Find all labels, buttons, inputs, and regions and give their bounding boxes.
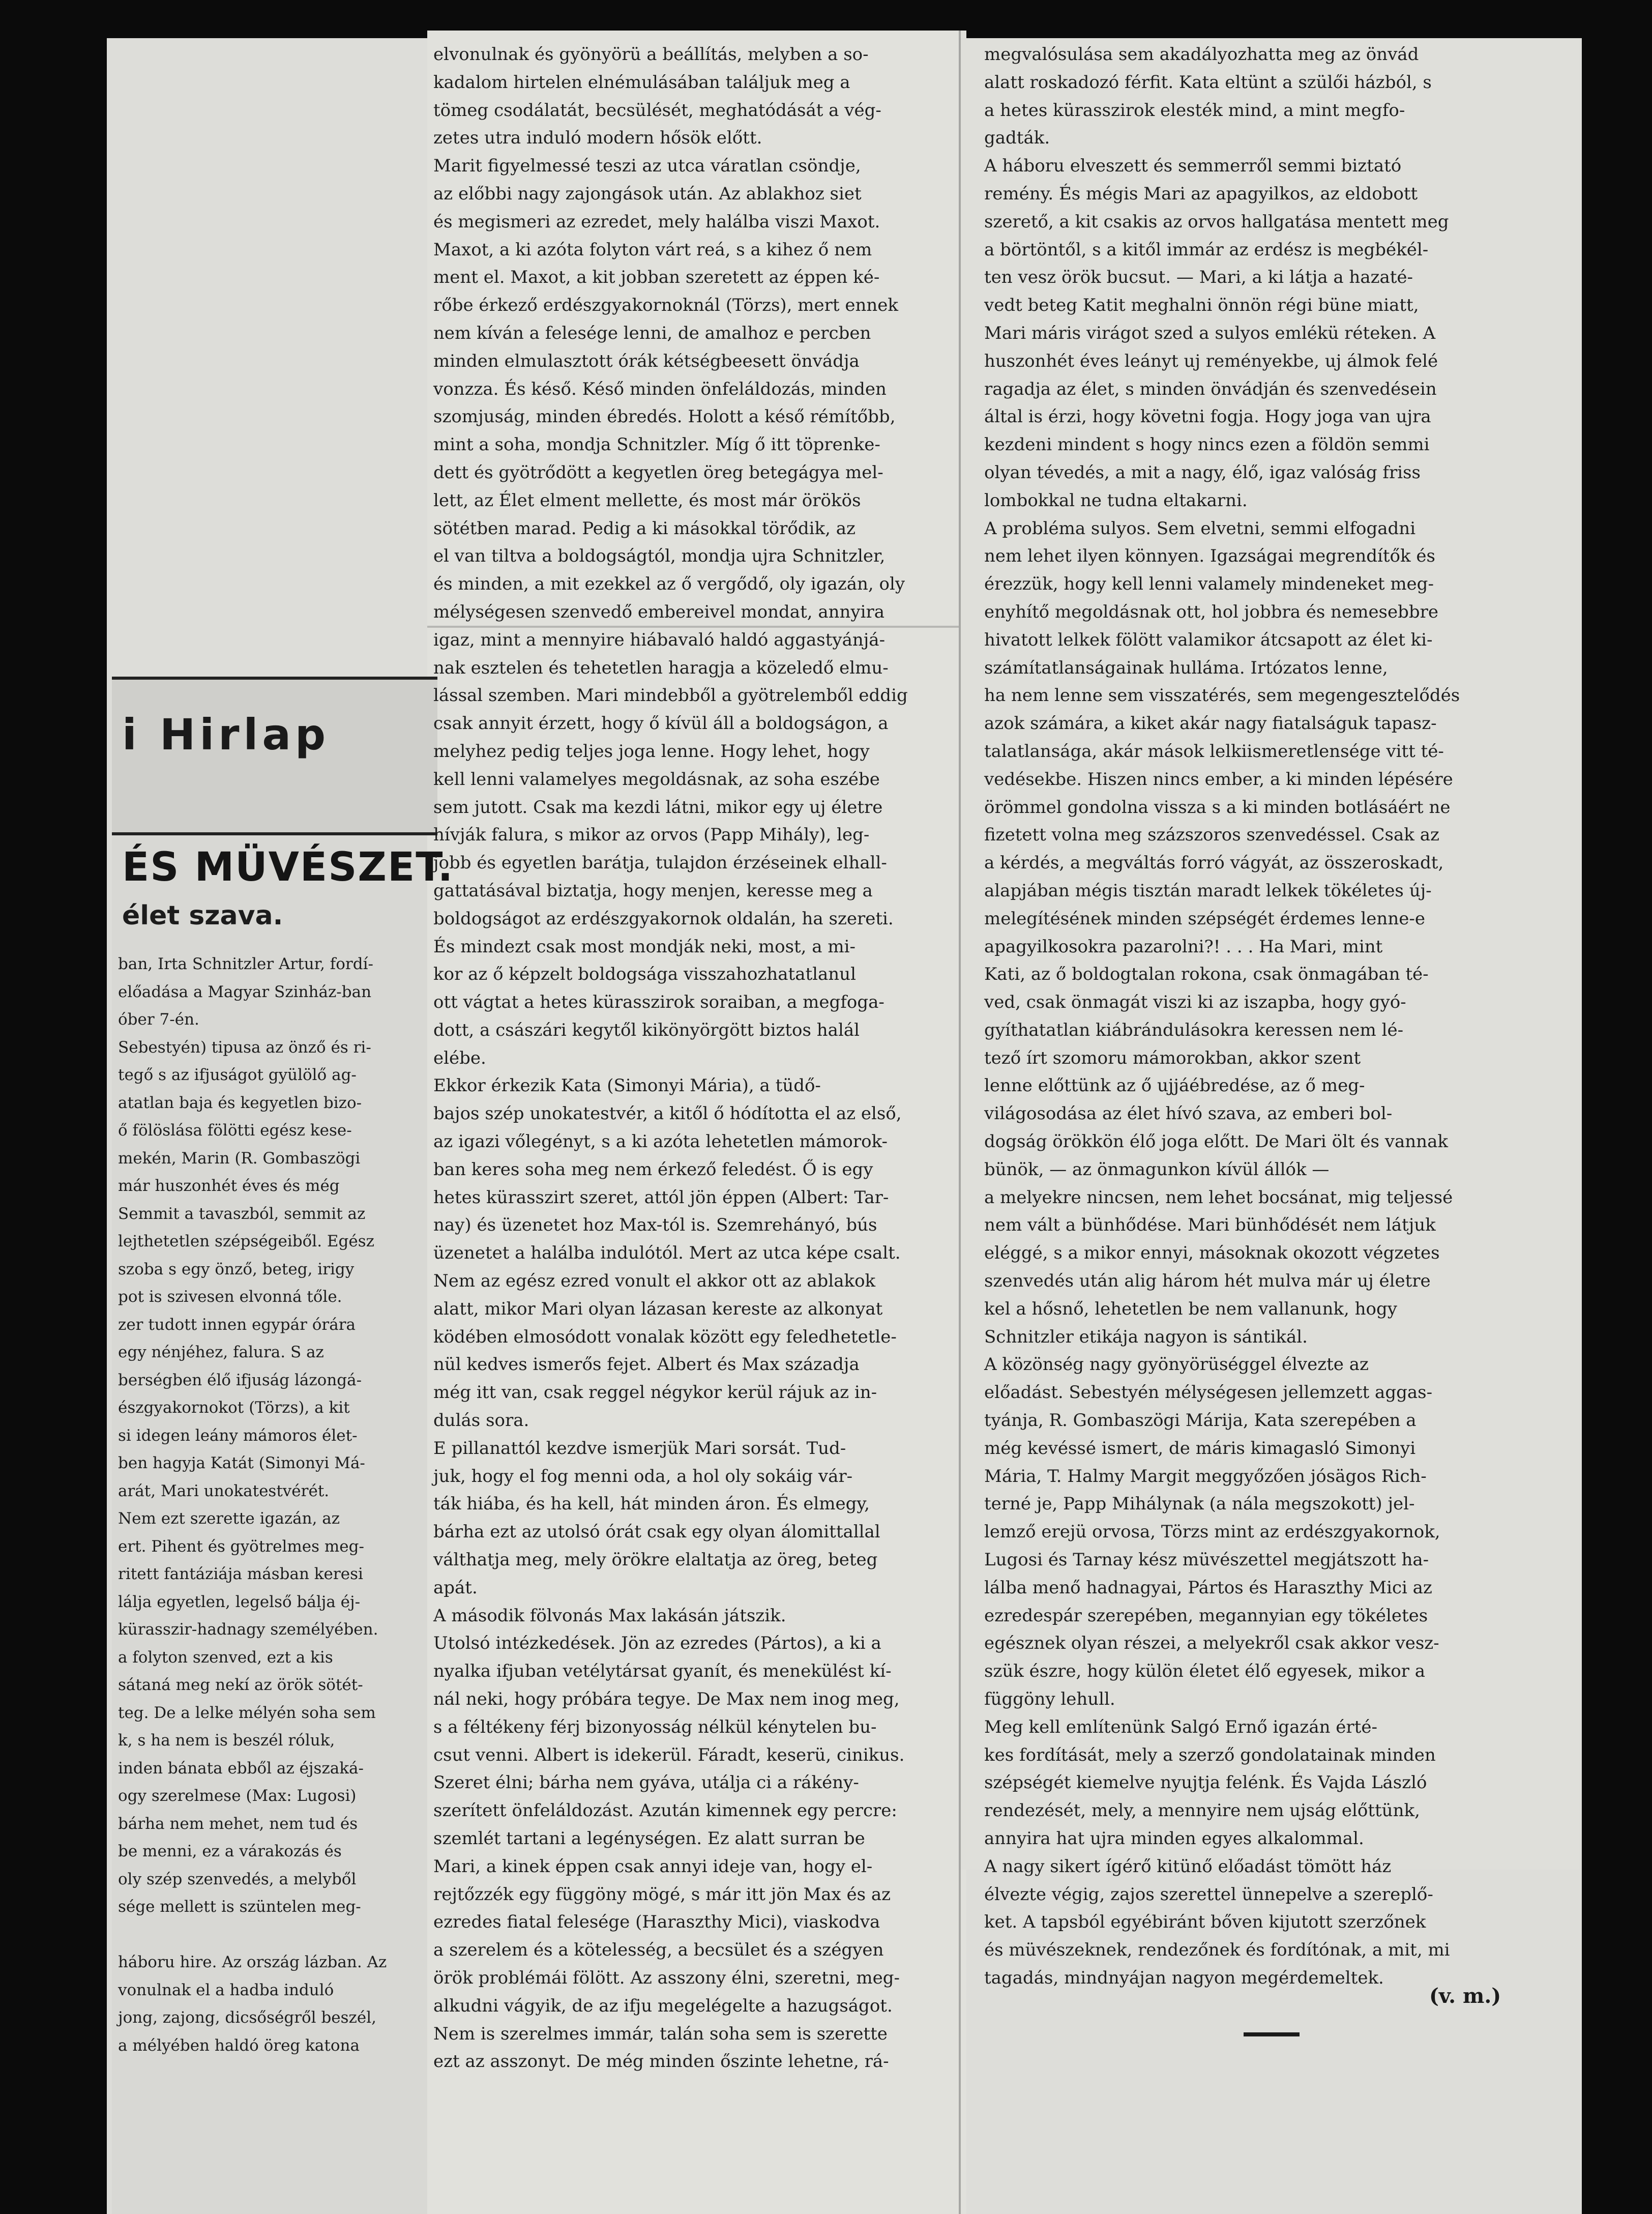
text-line: zer tudott innen egypár órára	[118, 1315, 356, 1334]
text-line: az előbbi nagy zajongások után. Az ablakhoz siet	[433, 183, 862, 204]
text-line: dett és gyötrődött a kegyetlen öreg betegágya mel-	[433, 462, 883, 483]
text-line: a folyton szenved, ezt a kis	[118, 1648, 333, 1667]
text-line: És mindezt csak most mondják neki, most, a mi-	[433, 936, 855, 957]
text-line: ban keres soha meg nem érkező feledést. Ő is egy	[433, 1159, 873, 1180]
text-line: annyira hat ujra minden egyes alkalommal.	[984, 1828, 1364, 1849]
text-line: nem vált a bünhődése. Mari bünhődését nem látjuk	[984, 1215, 1436, 1236]
text-line: a börtöntől, s a kitől immár az erdész is megbékél-	[984, 239, 1429, 260]
text-line: remény. És mégis Mari az apagyilkos, az eldobott	[984, 183, 1418, 204]
text-line: ködében elmosódott vonalak között egy feledhetetle-	[433, 1326, 897, 1347]
text-line: nem lehet ilyen könnyen. Igazságai megrendítők és	[984, 546, 1436, 567]
text-line: apagyilkosokra pazarolni?! . . . Ha Mari, mint	[984, 936, 1383, 957]
text-line: mélységesen szenvedő embereivel mondat, annyira	[433, 601, 885, 622]
text-line: vedt beteg Katit meghalni önnön régi büne miatt,	[984, 295, 1419, 316]
text-line: s a féltékeny férj bizonyosság nélkül kénytelen bu-	[433, 1716, 877, 1737]
text-line: szépségét kiemelve nyujtja felénk. És Vajda László	[984, 1772, 1427, 1793]
text-line: dulás sora.	[433, 1410, 529, 1431]
text-line: ták hiába, és ha kell, hát minden áron. És elmegy,	[433, 1494, 870, 1514]
text-line: sem jutott. Csak ma kezdi látni, mikor egy uj életre	[433, 797, 883, 818]
text-line: A közönség nagy gyönyörüséggel élvezte az	[984, 1354, 1369, 1375]
text-line: k, s ha nem is beszél róluk,	[118, 1731, 335, 1750]
text-line: Mária, T. Halmy Margit meggyőzően jósägos Rich-	[984, 1466, 1427, 1487]
text-line: szoba s egy önző, beteg, irigy	[118, 1260, 355, 1278]
text-line: tező írt szomoru mámorokban, akkor szent	[984, 1047, 1361, 1068]
text-line: E pillanattól kezdve ismerjük Mari sorsát. Tud-	[433, 1438, 846, 1459]
text-line: a melyekre nincsen, nem lehet bocsánat, mig teljessé	[984, 1187, 1453, 1208]
text-line: azok számára, a kiket akár nagy fiatalságuk tapasz-	[984, 713, 1437, 734]
text-line: oly szép szenvedés, a melyből	[118, 1870, 357, 1888]
text-line: tömeg csodálatát, becsülését, meghatódását a vég-	[433, 100, 881, 121]
text-line: Schnitzler etikája nagyon is sántikál.	[984, 1326, 1308, 1347]
text-line: zetes utra induló modern hősök előtt.	[433, 128, 762, 149]
text-line: örök problémái fölött. Az asszony élni, szeretni, meg-	[433, 1967, 900, 1988]
right-text-column	[984, 41, 1508, 1992]
text-line: lombokkal ne tudna eltakarni.	[984, 490, 1248, 511]
text-line: berségben élő ifjuság lázongá-	[118, 1371, 362, 1389]
text-line: ezredes fiatal felesége (Haraszthy Mici), viaskodva	[433, 1912, 880, 1933]
text-line: igaz, mint a mennyire hiábavaló haldó aggastyánjá-	[433, 629, 886, 650]
text-line: rendezését, mely, a mennyire nem ujság előttünk,	[984, 1800, 1420, 1821]
text-line: el van tiltva a boldogságtól, mondja ujra Schnitzler,	[433, 546, 886, 567]
text-line: sége mellett is szüntelen meg-	[118, 1898, 361, 1916]
text-line: kezdeni mindent s hogy nincs ezen a földön semmi	[984, 434, 1430, 455]
text-line: ezt az asszonyt. De még minden őszinte lehetne, rá-	[433, 2051, 889, 2072]
text-line: hetes kürasszirt szeret, attól jön éppen (Albert: Tar-	[433, 1187, 889, 1208]
text-line: ragadja az élet, s minden önvádján és szenvedésein	[984, 378, 1437, 399]
text-line: óber 7-én.	[118, 1010, 199, 1029]
text-line: tyánja, R. Gombaszögi Márija, Kata szerepében a	[984, 1410, 1417, 1431]
text-line: szük észre, hogy külön életet élő egyesek, mikor a	[984, 1661, 1425, 1682]
text-line: kürasszir-hadnagy személyében.	[118, 1620, 378, 1639]
text-line: számítatlanságainak hulláma. Irtózatos lenne,	[984, 657, 1388, 678]
fold-crease-vertical	[959, 31, 961, 2214]
text-line: eléggé, s a mikor ennyi, másoknak okozott végzetes	[984, 1243, 1440, 1264]
text-line: gyíthatatlan kiábrándulásokra keressen nem lé-	[984, 1019, 1404, 1040]
text-line: a kérdés, a megváltás forró vágyát, az összeroskadt,	[984, 853, 1444, 873]
text-line: lálba menő hadnagyai, Pártos és Haraszthy Mici az	[984, 1577, 1432, 1598]
text-line: nül kedves ismerős fejet. Albert és Max századja	[433, 1354, 860, 1375]
text-line: olyan tévedés, a mit a nagy, élő, igaz valóság friss	[984, 462, 1421, 483]
text-line: alapjában mégis tisztán maradt lelkek tökéletes új-	[984, 880, 1432, 901]
text-line: kadalom hirtelen elnémulásában találjuk meg a	[433, 72, 850, 93]
text-line: elébe.	[433, 1047, 486, 1068]
text-line: ben hagyja Katát (Simonyi Má-	[118, 1454, 365, 1472]
text-line: világosodása az élet hívó szava, az emberi bol-	[984, 1103, 1393, 1124]
text-line: ő fölöslása fölötti egész kese-	[118, 1121, 352, 1140]
text-line: ten vesz örök bucsut. — Mari, a ki látja a hazaté-	[984, 267, 1413, 288]
text-line: hivatott lelkek fölött valamikor átcsapott az élet ki-	[984, 629, 1433, 650]
text-line: lett, az Élet elment mellette, és most már örökös	[433, 490, 861, 511]
text-line: még kevéssé ismert, de máris kimagasló Simonyi	[984, 1438, 1416, 1459]
text-line: a szerelem és a kötelesség, a becsület és a szégyen	[433, 1940, 884, 1961]
text-line: észgyakornokot (Törzs), a kit	[118, 1399, 350, 1417]
text-line: elvonulnak és gyönyörü a beállítás, melyben a so-	[433, 44, 869, 65]
end-rule	[1244, 2032, 1300, 2036]
text-line: lejthetetlen szépségeiből. Egész	[118, 1232, 374, 1250]
text-line: kor az ő képzelt boldogsága visszahozhatatlanul	[433, 964, 856, 985]
text-line: Utolsó intézkedések. Jön az ezredes (Pártos), a ki a	[433, 1633, 881, 1654]
text-line: ert. Pihent és gyötrelmes meg-	[118, 1537, 364, 1556]
text-line: szomjuság, minden ébredés. Holott a késő rémítőbb,	[433, 406, 896, 427]
text-line: nem kíván a felesége lenni, de amalhoz e percben	[433, 323, 871, 343]
text-line: melyhez pedig teljes joga lenne. Hogy lehet, hogy	[433, 741, 870, 762]
text-line: válthatja meg, mely örökre elaltatja az öreg, beteg	[433, 1550, 878, 1570]
text-line: alatt, mikor Mari olyan lázasan kereste az alkonyat	[433, 1298, 883, 1319]
text-line: Nem az egész ezred vonult el akkor ott az ablakok	[433, 1271, 876, 1292]
text-line: csak annyit érzett, hogy ő kívül áll a boldogságon, a	[433, 713, 889, 734]
text-line: bünök, — az önmagunkon kívül állók —	[984, 1159, 1330, 1180]
text-line: vonulnak el a hadba induló	[118, 1980, 334, 1999]
text-line: A háboru elveszett és semmerről semmi biztató	[984, 156, 1402, 177]
text-line: és müvészeknek, rendezőnek és fordítónak, a mit, mi	[984, 1940, 1450, 1961]
text-line: Szeret élni; bárha nem gyáva, utálja ci a rákény-	[433, 1772, 859, 1793]
text-line: kell lenni valamelyes megoldásnak, az soha eszébe	[433, 769, 880, 790]
text-line: Marit figyelmessé teszi az utca váratlan csöndje,	[433, 156, 861, 177]
text-line: szemlét tartani a legénységen. Ez alatt surran be	[433, 1828, 865, 1849]
text-line: enyhítő megoldásnak ott, hol jobbra és nemesebbre	[984, 601, 1439, 622]
text-line: ment el. Maxot, a kit jobban szeretett az éppen ké-	[433, 267, 880, 288]
article-subhead: élet szava.	[122, 900, 283, 931]
text-line: ezredespár szerepében, megannyian egy tökéletes	[984, 1605, 1428, 1626]
text-line: szerített önfeláldozást. Azután kimennek egy percre:	[433, 1800, 897, 1821]
text-line: és minden, a mit ezekkel az ő vergődő, oly igazán, oly	[433, 574, 905, 595]
text-line: ritett fantáziája másban keresi	[118, 1565, 363, 1583]
text-line: tagadás, mindnyájan nagyon megérdemeltek.	[984, 1967, 1384, 1988]
text-line: Mari máris virágot szed a sulyos emlékü réteken. A	[984, 323, 1436, 343]
text-line: rőbe érkező erdészgyakornoknál (Törzs), mert ennek	[433, 295, 899, 316]
text-line: szenvedés után alig három hét mulva már uj életre	[984, 1271, 1431, 1292]
text-line: jobb és egyetlen barátja, tulajdon érzéseinek elhall-	[433, 853, 887, 873]
text-line: nál neki, hogy próbára tegye. De Max nem inog meg,	[433, 1689, 900, 1710]
text-line: nak esztelen és tehetetlen haragja a közeledő elmu-	[433, 657, 889, 678]
text-line: atatlan baja és kegyetlen bizo-	[118, 1093, 362, 1112]
left-text-column	[118, 950, 433, 2059]
text-line: sötétben marad. Pedig a ki másokkal törődik, az	[433, 518, 855, 539]
middle-text-column	[433, 41, 955, 2076]
text-line: A probléma sulyos. Sem elvetni, semmi elfogadni	[984, 518, 1416, 539]
text-line: függöny lehull.	[984, 1689, 1115, 1710]
text-line: fizetett volna meg százszoros szenvedéssel. Csak az	[984, 825, 1439, 846]
text-line: gattatásával biztatja, hogy menjen, keresse meg a	[433, 880, 873, 901]
text-line: apát.	[433, 1577, 478, 1598]
text-line: boldogságot az erdészgyakornok oldalán, ha szereti.	[433, 908, 894, 929]
text-line: terné je, Papp Mihálynak (a nála megszokott) jel-	[984, 1494, 1415, 1514]
text-line: arát, Mari unokatestvérét.	[118, 1481, 330, 1500]
text-line: Kati, az ő boldogtalan rokona, csak önmagában té-	[984, 964, 1429, 985]
masthead-fragment: i Hirlap	[122, 710, 330, 760]
section-headline: ÉS MÜVÉSZET.	[122, 844, 454, 890]
text-line: Nem ezt szerette igazán, az	[118, 1509, 340, 1528]
text-line: Sebestyén) tipusa az önző és ri-	[118, 1038, 371, 1057]
text-line: rejtőzzék egy függöny mögé, s már itt jön Max és az	[433, 1884, 891, 1905]
text-line: bárha nem mehet, nem tud és	[118, 1814, 358, 1833]
author-signature: (v. m.)	[1429, 1984, 1501, 2008]
text-line: Semmit a tavaszból, semmit az	[118, 1204, 366, 1223]
text-line: ha nem lenne sem visszatérés, sem megengesztelődés	[984, 685, 1460, 706]
text-line: jong, zajong, dicsőségről beszél,	[118, 2008, 376, 2027]
text-line: dogság örökkön élő joga előtt. De Mari ölt és vannak	[984, 1131, 1448, 1152]
text-line: si idegen leány mámoros élet-	[118, 1426, 358, 1445]
text-line: hívják falura, s mikor az orvos (Papp Mihály), leg-	[433, 825, 870, 846]
text-line: A nagy sikert ígérő kitünő előadást tömött ház	[984, 1856, 1392, 1877]
text-line: már huszonhét éves és még	[118, 1177, 340, 1195]
text-line: melegítésének minden szépségét érdemes lenne-e	[984, 908, 1425, 929]
text-line: ban, Irta Schnitzler Artur, fordí-	[118, 955, 373, 973]
text-line: örömmel gondolna vissza s a ki minden botlásáért ne	[984, 797, 1451, 818]
text-line	[118, 1921, 433, 1949]
text-line: bajos szép unokatestvér, a kitől ő hódította el az első,	[433, 1103, 902, 1124]
text-line: által is érzi, hogy követni fogja. Hogy joga van ujra	[984, 406, 1431, 427]
text-line: huszonhét éves leányt uj reményekbe, uj álmok felé	[984, 351, 1438, 371]
text-line: dott, a császári kegytől kikönyörgött biztos halál	[433, 1019, 860, 1040]
text-line: Nem is szerelmes immár, talán soha sem is szerette	[433, 2023, 888, 2044]
text-line: Ekkor érkezik Kata (Simonyi Mária), a tüdő-	[433, 1075, 821, 1096]
text-line: Mari, a kinek éppen csak annyi ideje van, hogy el-	[433, 1856, 873, 1877]
text-line: szerető, a kit csakis az orvos hallgatása mentett meg	[984, 211, 1449, 232]
text-line: gadták.	[984, 128, 1050, 149]
text-line: még itt van, csak reggel négykor kerül rájuk az in-	[433, 1382, 877, 1403]
text-line: alkudni vágyik, de az ifju megelégelte a hazugságot.	[433, 1995, 893, 2016]
text-line: egy nénjéhez, falura. S az	[118, 1343, 324, 1361]
text-line: teg. De a lelke mélyén soha sem	[118, 1703, 376, 1722]
text-line: kes fordítását, mely a szerző gondolatainak minden	[984, 1744, 1436, 1765]
text-line: lemző erejü orvosa, Törzs mint az erdészgyakornok,	[984, 1522, 1440, 1542]
text-line: egésznek olyan részei, a melyekről csak akkor vesz-	[984, 1633, 1439, 1654]
text-line: inden bánata ebből az éjszaká-	[118, 1759, 364, 1778]
text-line: mint a soha, mondja Schnitzler. Míg ő itt töprenke-	[433, 434, 880, 455]
text-line: megvalósulása sem akadályozhatta meg az önvád	[984, 44, 1419, 65]
text-line: ved, csak önmagát viszi ki az iszapba, hogy gyó-	[984, 992, 1406, 1013]
text-line: juk, hogy el fog menni oda, a hol oly sokáig vár-	[433, 1466, 853, 1487]
text-line: pot is szivesen elvonná tőle.	[118, 1288, 342, 1306]
text-line: sátaná meg nekí az örök sötét-	[118, 1676, 363, 1694]
text-line: Lugosi és Tarnay kész müvészettel megjátszott ha-	[984, 1550, 1429, 1570]
text-line: alatt roskadozó férfit. Kata eltünt a szülői házból, s	[984, 72, 1432, 93]
text-line: élvezte végig, zajos szerettel ünnepelve a szereplő-	[984, 1884, 1433, 1905]
text-line: ket. A tapsból egyébiránt bőven kijutott szerzőnek	[984, 1912, 1426, 1933]
text-line: nyalka ifjuban vetélytársat gyanít, és menekülést kí-	[433, 1661, 892, 1682]
text-line: kel a hősnő, lehetetlen be nem vallanunk, hogy	[984, 1298, 1397, 1319]
text-line: minden elmulasztott órák kétségbeesett önvádja	[433, 351, 860, 371]
text-line: nay) és üzenetet hoz Max-tól is. Szemrehányó, bús	[433, 1215, 877, 1236]
text-line: Maxot, a ki azóta folyton várt reá, s a kihez ő nem	[433, 239, 872, 260]
text-line: lenne előttünk az ő ujjáébredése, az ő meg-	[984, 1075, 1365, 1096]
text-line: és megismeri az ezredet, mely halálba viszi Maxot.	[433, 211, 880, 232]
text-line: tegő s az ifjuságot gyülölő ag-	[118, 1066, 357, 1084]
text-line: háboru hire. Az ország lázban. Az	[118, 1953, 387, 1971]
text-line: lálja egyetlen, legelső bálja éj-	[118, 1592, 361, 1611]
text-line: a mélyében haldó öreg katona	[118, 2036, 360, 2055]
text-line: előadást. Sebestyén mélységesen jellemzett aggas-	[984, 1382, 1433, 1403]
text-line: a hetes kürasszirok elesték mind, a mint megfo-	[984, 100, 1405, 121]
text-line: Meg kell említenünk Salgó Ernő igazán érté-	[984, 1716, 1377, 1737]
text-line: be menni, ez a várakozás és	[118, 1842, 342, 1860]
text-line: ogy szerelmese (Max: Lugosi)	[118, 1787, 357, 1805]
text-line: ott vágtat a hetes kürasszirok soraiban, a megfoga-	[433, 992, 884, 1013]
text-line: lással szemben. Mari mindebből a gyötrelemből eddig	[433, 685, 908, 706]
text-line: vedésekbe. Hiszen nincs ember, a ki minden lépésére	[984, 769, 1453, 790]
text-line: A második fölvonás Max lakásán játszik.	[433, 1605, 786, 1626]
text-line: vonzza. És késő. Késő minden önfeláldozás, minden	[433, 378, 887, 399]
text-line: érezzük, hogy kell lenni valamely mindeneket meg-	[984, 574, 1434, 595]
text-line: talatlansága, akár mások lelkiismeretlensége vitt té-	[984, 741, 1444, 762]
text-line: előadása a Magyar Szinház-ban	[118, 982, 372, 1001]
text-line: bárha ezt az utolsó órát csak egy olyan álomittallal	[433, 1522, 880, 1542]
text-line: az igazi vőlegényt, s a ki azóta lehetetlen mámorok-	[433, 1131, 888, 1152]
text-line: mekén, Marin (R. Gombaszögi	[118, 1149, 361, 1168]
text-line: üzenetet a halálba indulótól. Mert az utca képe csalt.	[433, 1243, 901, 1264]
text-line: csut venni. Albert is idekerül. Fáradt, keserü, cinikus.	[433, 1744, 905, 1765]
